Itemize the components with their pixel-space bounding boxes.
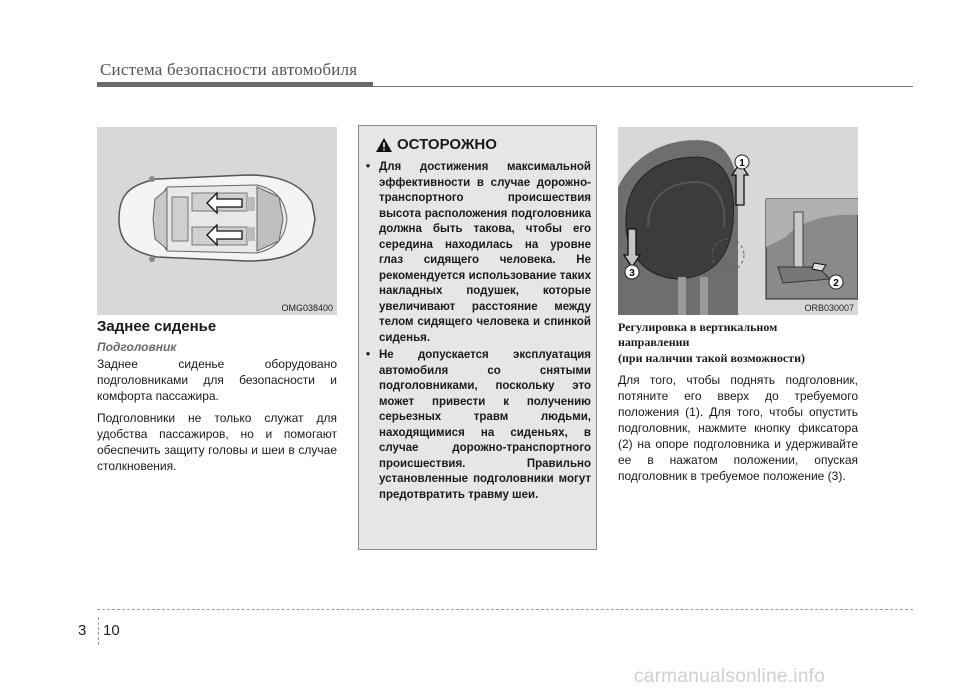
left-column — [97, 356, 337, 474]
adjustment-title: Регулировка в вертикальном направлении — [618, 320, 778, 349]
paragraph: Подголовники не только служат для удобства пассажиров, но и помогают обеспечить защиту головы и шеи в случае столкновения. — [97, 411, 337, 473]
caution-item — [365, 348, 591, 503]
caution-item — [365, 160, 591, 346]
caution-title: ОСТОРОЖНО — [397, 136, 497, 153]
callout-1: 1 — [739, 158, 745, 169]
caution-item-text: Не допускается эксплуатация автомобиля со снятыми подголовниками, поскольку это может привести к получению серьезных травм людьми, находящимися на сиденьях, в случае дорожно-транспортного происшествия. Правильно установленные подголовники могут предотвратить травму шеи. — [379, 349, 591, 501]
subsection-title: Подголовник — [97, 340, 177, 354]
paragraph: Заднее сиденье оборудовано подголовниками для безопасности и комфорта пассажира. — [97, 357, 337, 403]
callout-2: 2 — [833, 278, 839, 289]
footer-rule — [97, 609, 913, 610]
image-code: ORB030007 — [804, 303, 854, 313]
chapter-number: 3 — [78, 622, 87, 639]
adjustment-note: (при наличии такой возможности) — [618, 351, 805, 365]
caution-list — [365, 160, 591, 505]
headrest-illustration — [618, 127, 858, 315]
car-drawing — [97, 127, 337, 315]
caution-box — [358, 125, 597, 550]
warning-triangle-icon — [376, 138, 392, 152]
paragraph: Для того, чтобы поднять подголовник, потяните его вверх до требуемого положения (1). Для того, чтобы опустить подголовник, нажмите кнопку фиксатора (2) на опоре подголовника и удерживайте ее в нажатом положении, опуская подголовник в требуемое положение (3). — [618, 373, 858, 483]
header-accent-bar — [97, 82, 373, 87]
right-column — [618, 372, 858, 484]
bullet: • — [366, 349, 371, 361]
watermark: carmanualsonline.info — [634, 666, 826, 687]
page-separator — [98, 617, 99, 645]
chapter-title: Система безопасности автомобиля — [100, 60, 358, 79]
caution-item-text: Для достижения максимальной эффективности в случае дорожно-транспортного происшествия высота расположения подголовника должна быть такова, чтобы его середина находилась на уровне глаз сидящего человека. Не рекомендуется использование таких накладных подушек, которые увеличивают расстояние между телом сидящего человека и спинкой сиденья. — [379, 161, 591, 344]
section-title: Заднее сиденье — [97, 318, 217, 335]
page-number: 10 — [103, 622, 120, 639]
bullet: • — [366, 161, 371, 173]
headrest-drawing — [618, 127, 858, 315]
car-topview-illustration — [97, 127, 337, 315]
image-code: OMG038400 — [281, 303, 333, 313]
callout-3: 3 — [629, 268, 635, 279]
caution-header — [376, 136, 497, 153]
header-rule — [373, 86, 913, 87]
